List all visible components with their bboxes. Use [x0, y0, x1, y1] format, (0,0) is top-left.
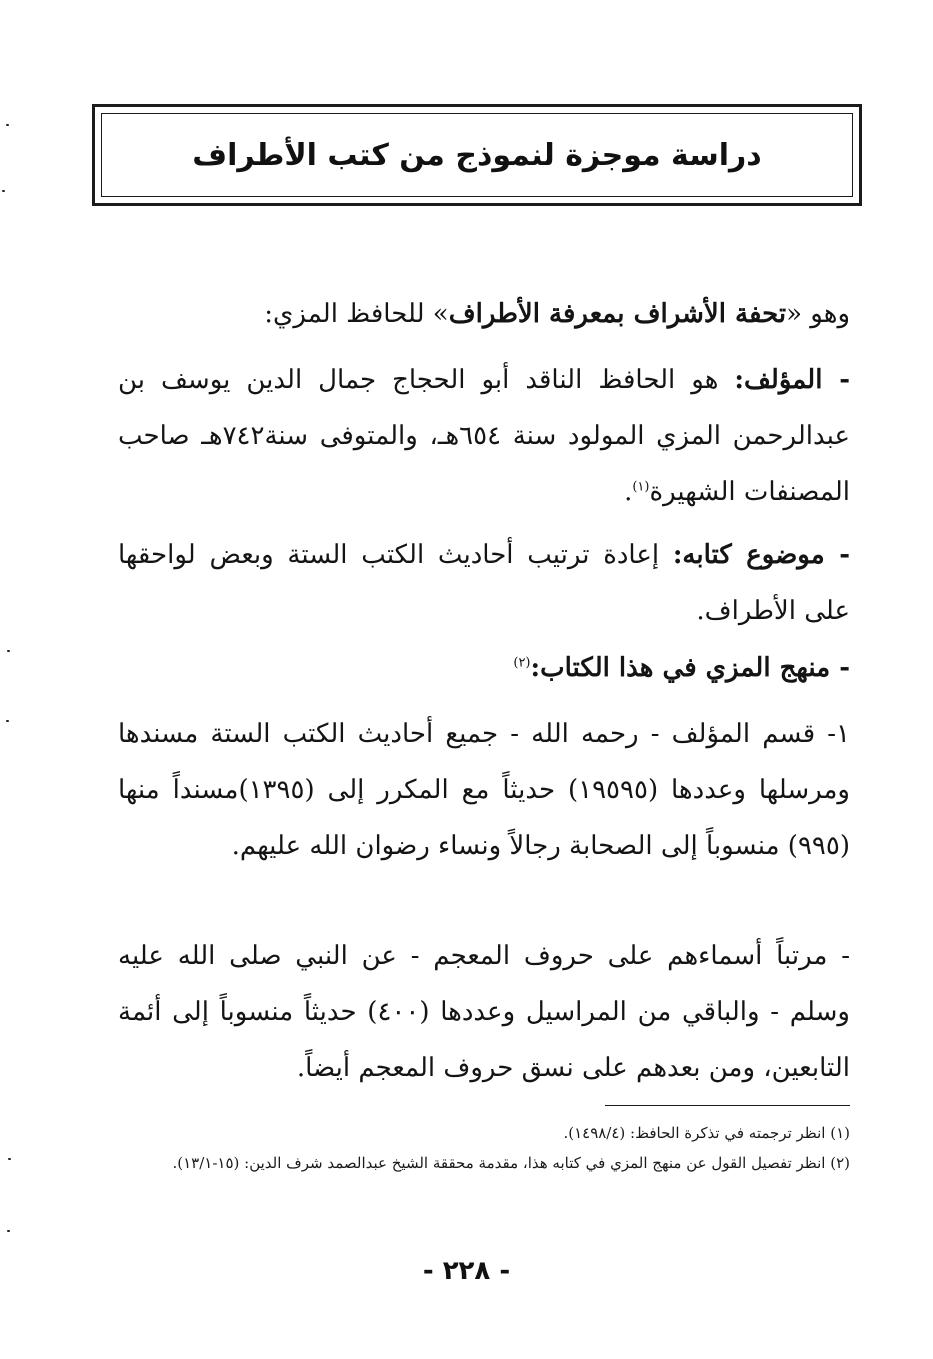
subject-label: - موضوع كتابه:: [672, 540, 850, 570]
footnote-ref-2: (٢): [513, 655, 531, 671]
subject-text: [118, 527, 850, 639]
footnote-ref-1: (١): [632, 479, 650, 495]
intro-paragraph: [118, 286, 850, 342]
footnote-1: (١) انظر ترجمته في تذكرة الحافظ: (١٤٩٨/٤).: [563, 1124, 850, 1142]
intro-tail: » للحافظ المزي:: [264, 299, 449, 329]
author-end: .: [624, 477, 633, 507]
page-title: دراسة موجزة لنموذج من كتب الأطراف: [192, 137, 762, 173]
method-heading: [118, 640, 850, 696]
scan-speck: [6, 720, 9, 722]
footnote-2: (٢) انظر تفصيل القول عن منهج المزي في كتابه هذا، مقدمة محققة الشيخ عبدالصمد شرف الدين: (١٥-١٣/١).: [172, 1154, 850, 1172]
title-frame: [92, 104, 862, 206]
author-body: هو الحافظ الناقد أبو الحجاج جمال الدين يوسف بن عبدالرحمن المزي المولود سنة ٦٥٤هـ، والمتوفى سنة٧٤٢هـ صاحب المصنفات الشهيرة: [118, 365, 851, 507]
method-line: [118, 640, 850, 696]
scan-speck: [7, 1230, 10, 1232]
subject-body: إعادة ترتيب أحاديث الكتب الستة وبعض لواحقها على الأطراف.: [118, 540, 850, 626]
author-text: [118, 352, 850, 520]
method-label: - منهج المزي في هذا الكتاب:: [530, 653, 850, 683]
scan-speck: [6, 124, 9, 126]
point-2-text: - مرتباً أسماءهم على حروف المعجم - عن النبي صلى الله عليه وسلم - والباقي من المراسيل وعددها (٤٠٠) حديثاً منسوباً إلى أئمة التابعين، ومن بعدهم على نسق حروف المعجم أيضاً.: [118, 941, 850, 1083]
point-1-paragraph: [118, 706, 850, 874]
scan-speck: [7, 650, 10, 652]
footnote-separator: [605, 1105, 850, 1106]
intro-lead: وهو «: [786, 299, 850, 329]
scan-speck: [8, 1158, 11, 1160]
author-paragraph: [118, 352, 850, 520]
author-label: - المؤلف:: [734, 365, 850, 395]
subject-paragraph: [118, 527, 850, 639]
page-number: - ٢٢٨ -: [422, 1256, 511, 1286]
intro-line: [118, 286, 850, 342]
book-title: تحفة الأشراف بمعرفة الأطراف: [448, 299, 787, 329]
scan-speck: [2, 190, 5, 192]
footnotes: [118, 1118, 850, 1178]
title-frame-inner: [101, 113, 853, 197]
point-2-paragraph: [118, 928, 850, 1096]
point-1-text: ١- قسم المؤلف - رحمه الله - جميع أحاديث الكتب الستة مسندها ومرسلها وعددها (١٩٥٩٥) حديثاً مع المكرر إلى (١٣٩٥)مسنداً منها (٩٩٥) منسوباً إلى الصحابة رجالاً ونساء رضوان الله عليهم.: [118, 719, 850, 861]
